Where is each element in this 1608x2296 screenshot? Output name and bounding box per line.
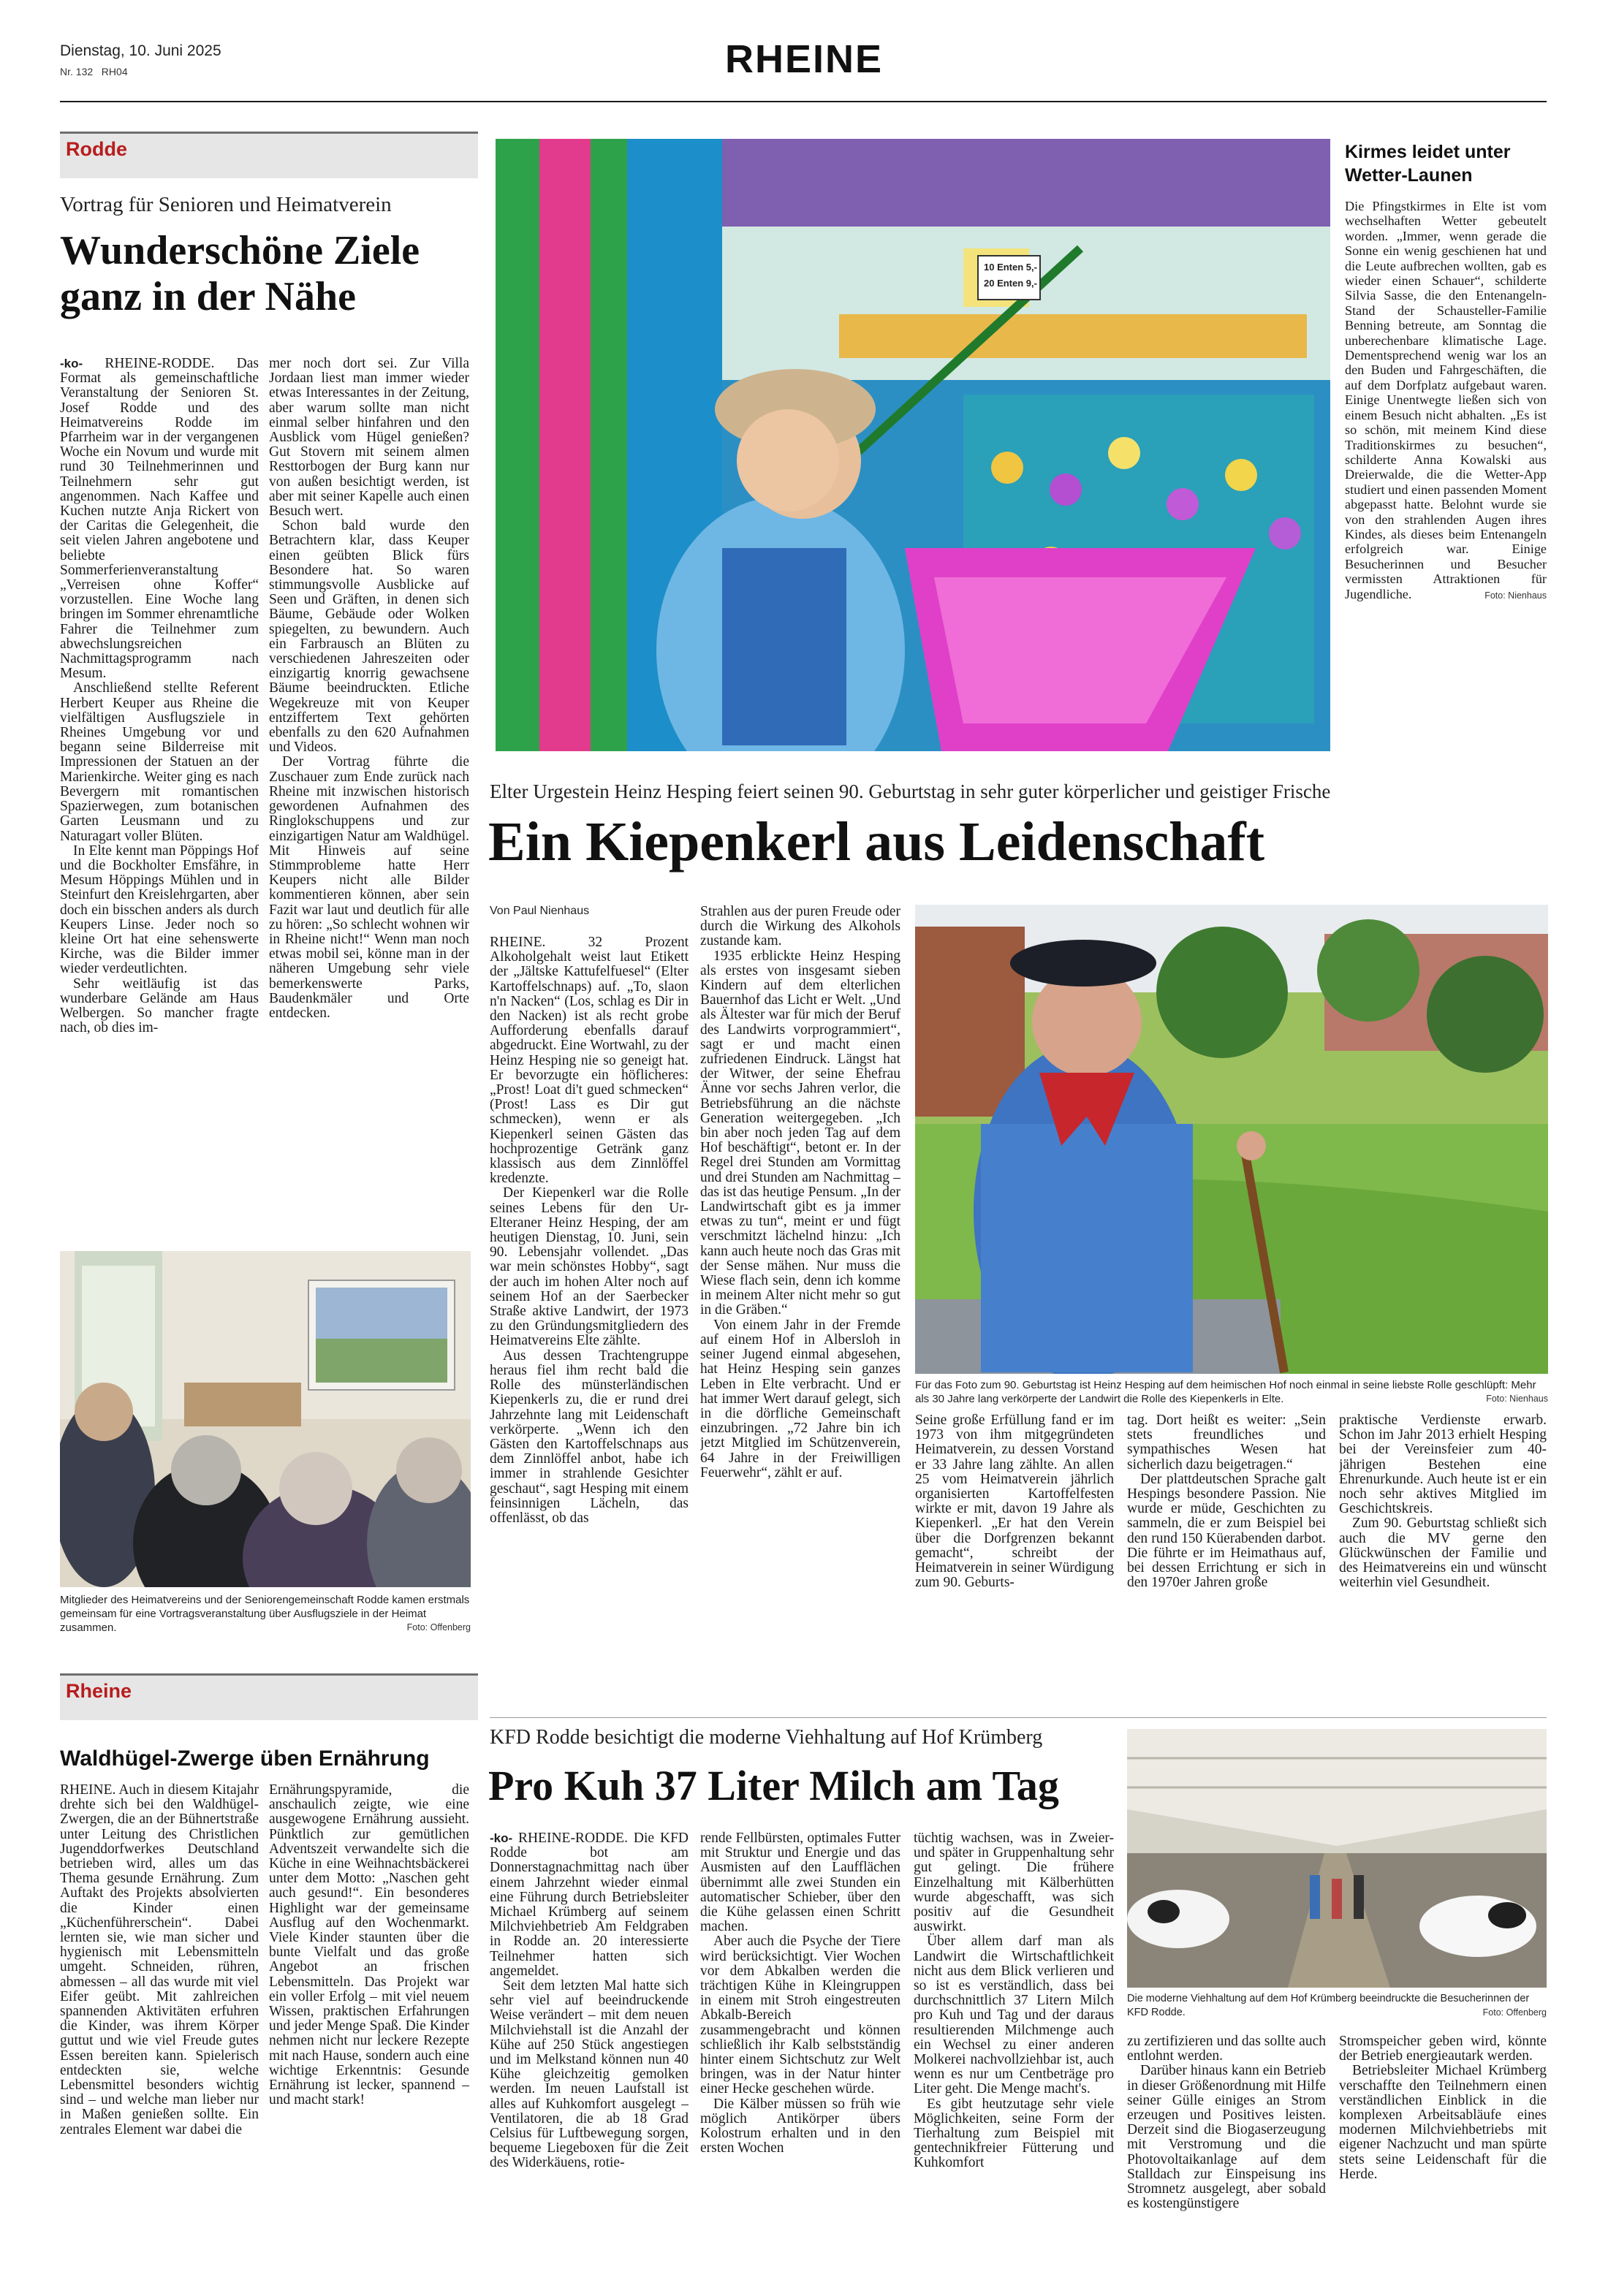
section-label-rheine: Rheine xyxy=(60,1673,478,1720)
kiepenkerl-illustration xyxy=(915,905,1548,1374)
article2-headline: Ein Kiepenkerl aus Leidenschaft xyxy=(488,811,1264,873)
article2-col3 xyxy=(915,1413,1114,1701)
article2-col5 xyxy=(1339,1413,1547,1701)
article4-col4-p1: zu zertifizieren und das sollte auch entlohnt werden. xyxy=(1127,2034,1326,2064)
article4-col3 xyxy=(914,1831,1114,2265)
article4-caption xyxy=(1127,1992,1547,2020)
article4-col2-p2: Aber auch die Psyche der Tiere wird berücksichtigt. Vier Wochen vor dem Abkalben werden die trächtigen Kühe in Kleingruppen in einem mit Stroh eingestreuten Abkalb-Bereich zusammengebracht und können schließlich ihr Kalb selbstständig hinter einem Sichtschutz zur Welt bringen, was in der Natur hinter einer Hecke geschehen würde. xyxy=(700,1934,900,2097)
article2-col5-p1: praktische Verdienste erwarb. Schon im Jahr 2013 erhielt Hesping bei der Vereinsfeier zum 40-jährigen Bestehen eine Ehrenurkunde. Auch heute ist er ein noch sehr aktives Mitglied im Geschichtskreis. xyxy=(1339,1413,1547,1517)
article4-col1: -ko- RHEINE-RODDE. Die KFD Rodde bot am Donnerstagnachmittag nach über einem Jahrzehnt wieder einmal eine Führung durch Betriebsleiter Michael Krümberg auf seinem Milchviehbetrieb Am Feldgraben in Rodde an. 20 interessierte Teilnehmer hatten sich angemeldet. Seit dem letzten Mal hatte sich sehr viel auf beeindruckende Weise verändert – mit dem neuen Milchviehstall ist die Anzahl der Kühe auf 250 Stück angestiegen und im Melkstand können nun 40 Kühe gleichzeitig gemolken werden. Im neuen Laufstall ist alles auf Kuhkomfort ausgelegt – Ventilatoren, die ab 18 Grad Celsius für Luftbewegung sorgen, bequeme Liegeboxen für die Zeit des Widerkäuens, rotie- xyxy=(490,1831,689,2171)
article2-photo-credit: Foto: Nienhaus xyxy=(1486,1394,1548,1404)
issue-date: Dienstag, 10. Juni 2025 xyxy=(60,42,221,59)
article3-col2-text: Ernährungspyramide, die anschaulich zeigte, wie eine ausgewogene Ernährung aussieht. Pünktlich zur gemütlichen Adventszeit verwandelte sich die Küche in eine Weihnachtsbäckerei unter dem Motto: „Naschen geht auch gesund!“. Ein besonderes Highlight war der gemeinsame Ausflug auf den Wochenmarkt. Viele Kinder staunten über die bunte Vielfalt und das große Angebot an frischen Lebensmitteln. Das Projekt war ein voller Erfolg – mit viel neuem Wissen, praktischen Erfahrungen und jeder Menge Spaß. Die Kinder nehmen nicht nur leckere Rezepte mit nach Hause, sondern auch eine wichtige Erkenntnis: Gesunde Ernährung ist lecker, spannend – und macht stark! xyxy=(269,1783,469,2108)
article1-col1-p1: RHEINE-RODDE. Das Format als gemeinschaftliche Veranstaltung der Senioren St. Josef Rodde und des Heimatvereins Rodde im Pfarrheim war in der vergangenen Woche ein Novum und wurde mit rund 30 Teilnehmerinnen und Teilnehmern sehr gut angenommen. Nach Kaffee und Kuchen nutzte Anja Rickert von der Caritas die Gelegenheit, die seit vielen Jahren angebotene und beliebte Sommerferienveranstaltung „Verreisen ohne Koffer“ vorzustellen. Eine Woche lang bringen im Sommer ehrenamtliche Fahrer die Teilnehmer zum abwechslungsreichen Nachmittagsprogramm nach Mesum. xyxy=(60,357,259,682)
issue-number: Nr. 132 RH04 xyxy=(60,66,128,77)
article4-col2-p1: rende Fellbürsten, optimales Futter mit Struktur und Energie und das Ausmisten auf den Laufflächen übernimmt alle zwei Stunden ein automatischer Schieber, über den die Kühe gelassen einen Schritt machen. xyxy=(700,1831,900,1935)
kirmes-text: Die Pfingstkirmes in Elte ist vom wechselhaften Wetter gebeutelt worden. „Immer, wenn gerade die Sonne ein wenig geschienen hat und die Leute aufbrechen wollten, gab es wieder einen Schauer“, schilderte Silvia Sasse, die den Entenangeln-Stand der Schausteller-Familie Benning betreute, am Sonntag die unberechenbare klimatische Lage. Dementsprechend wenig war los an den Buden und Fahrgeschäften, die auf dem Dorfplatz aufgebaut waren. Einige Unentwegte ließen sich von einem Besuch nicht abhalten. „Es ist so schön, mit meinem Kind diese Traditionskirmes zu besuchen“, schilderte Anna Kowalski aus Dreierwalde, die die Wetter-App studiert und einen passenden Moment abgepasst hatte. Belohnt wurde sie von den strahlenden Augen ihres Kindes, als dieses beim Entenangeln erfolgreich war. Einige Besucherinnen und Besucher vermissten Attraktionen für Jugendliche. xyxy=(1345,199,1547,601)
article4-col5-p2: Betriebsleiter Michael Krümberg verschaffte den Teilnehmern einen verständlichen Einblick in die komplexen Arbeitsabläufe eines modernen Milchviehbetriebs mit eigener Nachzucht und man spürte stets seine Leidenschaft für die Herde. xyxy=(1339,2063,1547,2182)
article4-col3-p3: Es gibt heutzutage sehr viele Möglichkeiten, seine Form der Tierhaltung zum Beispiel mit gentechnikfreier Fütterung und Kuhkomfort xyxy=(914,2096,1114,2171)
article4-top-rule xyxy=(490,1717,1547,1718)
article1-kicker: Vortrag für Senioren und Heimatverein xyxy=(60,193,392,216)
article1-caption xyxy=(60,1593,471,1635)
article2-col3-p1: Seine große Erfüllung fand er im 1973 von ihm mitgegründeten Heimatverein, zu dessen Vorstand er 33 Jahre lang zählte. An allen 25 vom Heimatverein jährlich organisierten Kartoffelfesten wirkte er mit, davon 19 Jahre als Kiepenkerl. „Er hat den Verein über die Dorfgrenzen bekannt gemacht“, schreibt der Heimatverein in seiner Würdigung zum 90. Geburts- xyxy=(915,1413,1114,1591)
article2-col1-p2: Der Kiepenkerl war die Rolle seines Lebens für den Ur-Elteraner Heinz Hesping, der am heutigen Dienstag, 10. Juni, sein 90. Lebensjahr vollendet. „Das war mein schönstes Hobby“, sagt der auch im hohen Alter noch auf seinem Hof an der Saerbecker Straße aktive Landwirt, der 1973 zu den Gründungsmitgliedern des Heimatvereins Elte zählte. xyxy=(490,1185,689,1349)
article1-col1: -ko- RHEINE-RODDE. Das Format als gemeinschaftliche Veranstaltung der Senioren St. Josef Rodde und des Heimatvereins Rodde im Pfarrheim war in der vergangenen Woche ein Novum und wurde mit rund 30 Teilnehmerinnen und Teilnehmern sehr gut angenommen. Nach Kaffee und Kuchen nutzte Anja Rickert von der Caritas die Gelegenheit, die seit vielen Jahren angebotene und beliebte Sommerferienveranstaltung „Verreisen ohne Koffer“ vorzustellen. Eine Woche lang bringen im Sommer ehrenamtliche Fahrer die Teilnehmer zum abwechslungsreichen Nachmittagsprogramm nach Mesum. Anschließend stellte Referent Herbert Keuper aus Rheine die vielfältigen Ausflugsziele in Rheines Umgebung vor und begann seine Bilderreise mit Impressionen der Statuen an der Marienkirche. Weiter ging es nach Bevergern mit romantischen Spazierwegen, zum botanischen Garten Leusmann und zu Naturagart voller Blüten. In Elte kennt man Pöppings Hof und die Bockholter Emsfähre, in Mesum Höppings Mühlen und in Steinfurt den Kreislehrgarten, aber doch ein bisschen anders als durch Keupers Linse. Jeder noch so kleine Ort hat eine sehenswerte Kirche, was die Bilder immer wieder verdeutlichten. Sehr weitläufig ist das wunderbare Gelände am Haus Welbergen. So mancher fragte nach, ob dies im- xyxy=(60,357,259,1036)
article2-col2 xyxy=(700,905,900,1701)
kirmes-text-block xyxy=(1345,199,1547,751)
article2-col1 xyxy=(490,935,689,1701)
section-label-rodde: Rodde xyxy=(60,132,478,178)
article3-col2 xyxy=(269,1783,469,2258)
article4-col3-p2: Über allem darf man als Landwirt die Wirtschaftlichkeit nicht aus dem Blick verlieren und so ist es verständlich, dass bei durchschnittlich 37 Litern Milch pro Kuh und Tag und der daraus resultierenden Milchmenge auch ein Wechsel zu einer anderen Molkerei nachvollziehbar ist, auch wenn es nur um Centbeträge pro Liter geht. Die Menge macht's. xyxy=(914,1934,1114,2097)
article4-col2-p3: Die Kälber müssen so früh wie möglich Antikörper übers Kolostrum erhalten und in den ersten Wochen xyxy=(700,2096,900,2156)
article1-col2 xyxy=(269,357,469,1236)
seniors-lecture-illustration xyxy=(60,1251,471,1587)
article4-col4-p2: Darüber hinaus kann ein Betrieb in dieser Größenordnung mit Hilfe seiner Gülle einiges an Strom erzeugen und Positives leisten. Derzeit sind die Biogaserzeugung mit Verstromung und die Photovoltaikanlage auf dem Stalldach zur Einspeisung ins Stromnetz ausgelegt, aber sobald es kostengünstigere xyxy=(1127,2063,1326,2212)
price-sign-10: 10 Enten 5,- xyxy=(984,262,1037,273)
article3-col1-text: RHEINE. Auch in diesem Kitajahr drehte sich bei den Waldhügel-Zwergen, die an der Bühnertstraße unter Leitung des Christlichen Jugenddorfwerkes Deutschland betrieben wird, alles um das Thema gesunde Ernährung. Zum Auftakt des Projekts absolvierten die Kinder einen „Küchenführerschein“. Dabei lernten sie, wie man sicher und hygienisch mit Lebensmitteln umgeht. Schneiden, rühren, abmessen – all das wurde mit viel Eifer geübt. Mit zahlreichen spannenden Aktivitäten erfuhren die Kinder, was ihrem Körper guttut und wie viel Freude gutes Essen bereiten kann. Spielerisch entdeckten sie, welche Lebensmittel besonders wichtig sind – und welche man lieber nur in Maßen genießen sollte. Ein zentrales Element war dabei die xyxy=(60,1783,259,2137)
article1-headline: Wunderschöne Ziele ganz in der Nähe xyxy=(60,228,420,319)
article4-caption-text: Die moderne Viehhaltung auf dem Hof Krümberg beeindruckte die Besucherinnen der KFD Rodde. xyxy=(1127,1993,1530,2018)
kiepenkerl-photo xyxy=(915,905,1548,1374)
article4-kicker: KFD Rodde besichtigt die moderne Viehhaltung auf Hof Krümberg xyxy=(490,1726,1043,1749)
cowbarn-illustration xyxy=(1127,1729,1547,1988)
article1-caption-text: Mitglieder des Heimatvereins und der Seniorengemeinschaft Rodde kamen erstmals gemeinsam für eine Vortragsveranstaltung über Ausflugsziele in der Heimat zusammen. xyxy=(60,1594,470,1634)
article2-caption-text: Für das Foto zum 90. Geburtstag ist Heinz Hesping auf dem heimischen Hof noch einmal in seine liebste Rolle geschlüpft: Mehr als 30 Jahre lang verkörperte der Landwirt die Rolle des Kiepenkerls in Elte. xyxy=(915,1379,1536,1405)
article1-photo-credit: Foto: Offenberg xyxy=(406,1622,471,1632)
cowbarn-photo xyxy=(1127,1729,1547,1988)
article1-col1-p3: In Elte kennt man Pöppings Hof und die Bockholter Emsfähre, in Mesum Höppings Mühlen und in Steinfurt den Kreislehrgarten, aber doch ein bisschen anders als durch Keupers Linse. Jeder noch so kleine Ort hat eine sehenswerte Kirche, was die Bilder immer wieder verdeutlichten. xyxy=(60,843,259,977)
article1-col2-p2: Schon bald wurde den Betrachtern klar, dass Keuper einen geübten Blick fürs Besondere hat. So waren stimmungsvolle Ausblicke auf Seen und Gräften, in denen sich Bäume, Gebäude oder Wolken spiegelten, zu bewundern. Auch ein Farbrausch an Blüten zu verschiedenen Jahreszeiten oder einzigartig knorrig gewachsene Bäume beeindruckten. Etliche Wegekreuze mit von Keuper entziffertem Text gehörten ebenfalls zu den 620 Aufnahmen und Videos. xyxy=(269,518,469,756)
article1-col1-p2: Anschließend stellte Referent Herbert Keuper aus Rheine die vielfältigen Ausflugsziele in Rheines Umgebung vor und begann seine Bilderreise mit Impressionen der Statuen an der Marienkirche. Weiter ging es nach Bevergern mit romantischen Spazierwegen, zum botanischen Garten Leusmann und zu Naturagart voller Blüten. xyxy=(60,680,259,844)
kirmes-headline: Kirmes leidet unter Wetter-Launen xyxy=(1345,142,1511,186)
article4-headline: Pro Kuh 37 Liter Milch am Tag xyxy=(488,1762,1059,1809)
seniors-lecture-photo xyxy=(60,1251,471,1587)
article4-col1-p2: Seit dem letzten Mal hatte sich sehr viel auf beeindruckende Weise verändert – mit dem neuen Milchviehstall ist die Anzahl der Kühe auf 250 Stück angestiegen und im Melkstand können nun 40 Kühe gleichzeitig gemolken werden. Im neuen Laufstall ist alles auf Kuhkomfort ausgelegt – Ventilatoren, die ab 18 Grad Celsius für Luftbewegung sorgen, bequeme Liegeboxen für die Zeit des Widerkäuens, rotie- xyxy=(490,1978,689,2171)
article4-photo-credit: Foto: Offenberg xyxy=(1482,2007,1547,2018)
article2-col5-p2: Zum 90. Geburtstag schließt sich auch die MV gerne den Glückwünschen der Familie und des Heimatvereins ein und wünscht weiterhin viel Gesundheit. xyxy=(1339,1516,1547,1591)
article2-kicker: Elter Urgestein Heinz Hesping feiert seinen 90. Geburtstag in sehr guter körperlicher und geistiger Frische xyxy=(490,780,1331,802)
article2-col2-p3: Von einem Jahr in der Fremde auf einem Hof in Albersloh in seiner Jugend einmal abgesehen, hat Heinz Hesping sein ganzes Leben in Elte verbracht. Und er hat immer Wert darauf gelegt, sich in die dörfliche Gemeinschaft einzubringen. „72 Jahre bin ich jetzt Mitglied im Schützenverein, 64 Jahre in der Freiwilligen Feuerwehr“, zählt er auf. xyxy=(700,1317,900,1480)
page-title: RHEINE xyxy=(724,37,884,81)
article1-col2-p3: Der Vortrag führte die Zuschauer zum Ende zurück nach Rheine mit inzwischen historisch gewordenen Aufnahmen des Ringlokschuppens und zur einzigartigen Natur am Waldhügel. Mit Hinweis auf seine Stimmprobleme hatte Herr Keupers nicht alle Bilder kommentieren können, aber sein Fazit war laut und deutlich für alle zu hören: „So schlecht wohnen wir in Rheine nicht!“ Wenn man noch etwas mobil sei, könne man in der näheren Umgebung sehr viele bemerkenswerte Parks, Baudenkmäler und Orte entdecken. xyxy=(269,754,469,1021)
kirmes-photo-credit: Foto: Nienhaus xyxy=(1484,590,1547,601)
article3-headline: Waldhügel-Zwerge üben Ernährung xyxy=(60,1746,430,1771)
article4-col1-p1: RHEINE-RODDE. Die KFD Rodde bot am Donnerstagnachmittag nach über einem Jahrzehnt wieder einmal eine Führung durch Betriebsleiter Michael Krümberg auf seinem Milchviehbetrieb Am Feldgraben in Rodde an. 20 interessierte Teilnehmer hatten sich angemeldet. xyxy=(490,1831,689,1979)
kirmes-photo xyxy=(496,139,1330,751)
article2-col1-p1: RHEINE. 32 Prozent Alkoholgehalt weist laut Etikett der „Jältske Kattufelfuesel“ (Elter Kartoffelschnaps) auf. „To, slaon n'n Nacken“ (Los, schlag es Dir in den Nacken) ist als recht grobe Aufforderung ebenfalls darauf abgedruckt. Eine Wortwahl, zu der Heinz Hesping nie so geneigt hat. Er bevorzugte ein höflicheres: „Prost! Loat di't gued schmecken“ (Prost! Lass es Dir gut schmecken), wenn er als Kiepenkerl seinen Gästen das hochprozentige Getränk ganz klassisch aus dem Zinnlöffel kredenzte. xyxy=(490,935,689,1187)
article1-col2-p1: mer noch dort sei. Zur Villa Jordaan liest man immer wieder etwas Interessantes in der Zeitung, aber warum sollte man nicht einmal selber hinfahren und den Ausblick vom Hügel genießen? Gut Stovern mit seinem almen Resttorbogen der Burg kann nur von außen besichtigt werden, ist aber mit seiner Kapelle auch einen Besuch wert. xyxy=(269,357,469,520)
article4-col4 xyxy=(1127,2034,1326,2265)
price-sign-20: 20 Enten 9,- xyxy=(984,278,1037,289)
article4-col3-p1: tüchtig wachsen, was in Zweier- und später in Gruppenhaltung sehr gut gelingt. Die frühere Einzelhaltung mit Kälberhütten wurde abgeschafft, was sich positiv auf die Gesundheit auswirkt. xyxy=(914,1831,1114,1935)
article3-col1 xyxy=(60,1783,259,2258)
article4-col5 xyxy=(1339,2034,1547,2265)
article2-byline: Von Paul Nienhaus xyxy=(490,905,590,917)
article4-col5-p1: Stromspeicher geben wird, könnte der Betrieb energieautark werden. xyxy=(1339,2034,1547,2064)
duck-fishing-illustration xyxy=(496,139,1330,751)
article1-col1-p4: Sehr weitläufig ist das wunderbare Gelände am Haus Welbergen. So mancher fragte nach, ob dies im- xyxy=(60,976,259,1036)
article2-caption xyxy=(915,1378,1548,1406)
article2-col4 xyxy=(1127,1413,1326,1701)
article2-col1-p3: Aus dessen Trachtengruppe heraus fiel ihm recht bald die Rolle des münsterländischen Kiepenkerls zu, die er rund drei Jahrzehnte lang mit Leidenschaft verkörperte. „Wenn ich den Gästen den Kartoffelschnaps aus dem Zinnlöffel anbot, habe ich immer in strahlende Gesichter geschaut“, sagt Hesping mit einem feinsinnigen Lächeln, das offenlässt, ob das xyxy=(490,1347,689,1526)
article2-col4-p2: Der plattdeutschen Sprache galt Hespings besondere Passion. Nie wurde er müde, Geschichten zu sammeln, die er zum Beispiel bei den rund 150 Küerabenden darbot. Die führte er im Heimathaus auf, bei dessen Errichtung er sich in den 1970er Jahren große xyxy=(1127,1471,1326,1591)
article2-col4-p1: tag. Dort heißt es weiter: „Sein stets freundliches und sympathisches Wesen hat sicherlich dazu beigetragen.“ xyxy=(1127,1413,1326,1472)
article2-col2-p2: 1935 erblickte Heinz Hesping als erstes von insgesamt sieben Kindern auf dem elterlichen Bauernhof das Licht er Welt. „Und als Ältester war für mich der Beruf des Landwirts vorprogrammiert“, sagt er und macht einen zufriedenen Eindruck. Längst hat der Witwer, der seine Ehefrau Änne vor sechs Jahren verlor, die Betriebsführung an die nächste Generation weitergegeben. „Ich bin aber noch jeden Tag auf dem Hof beschäftigt“, betont er. In der Regel drei Stunden am Vormittag und drei Stunden am Nachmittag – das ist das heutige Pensum. „In der Landwirtschaft gibt es ja immer etwas zu tun“, meint er und fügt verschmitzt lächelnd hinzu: „Ich kann auch heute noch das Gras mit der Sense mähen. Nur muss die Wiese flach sein, denn ich komme in meinem Alter nicht mehr so gut in die Gräben.“ xyxy=(700,948,900,1318)
article2-col2-p1: Strahlen aus der puren Freude oder durch die Wirkung des Alkohols zustande kam. xyxy=(700,905,900,949)
masthead-rule xyxy=(60,101,1547,102)
article4-col2 xyxy=(700,1831,900,2265)
